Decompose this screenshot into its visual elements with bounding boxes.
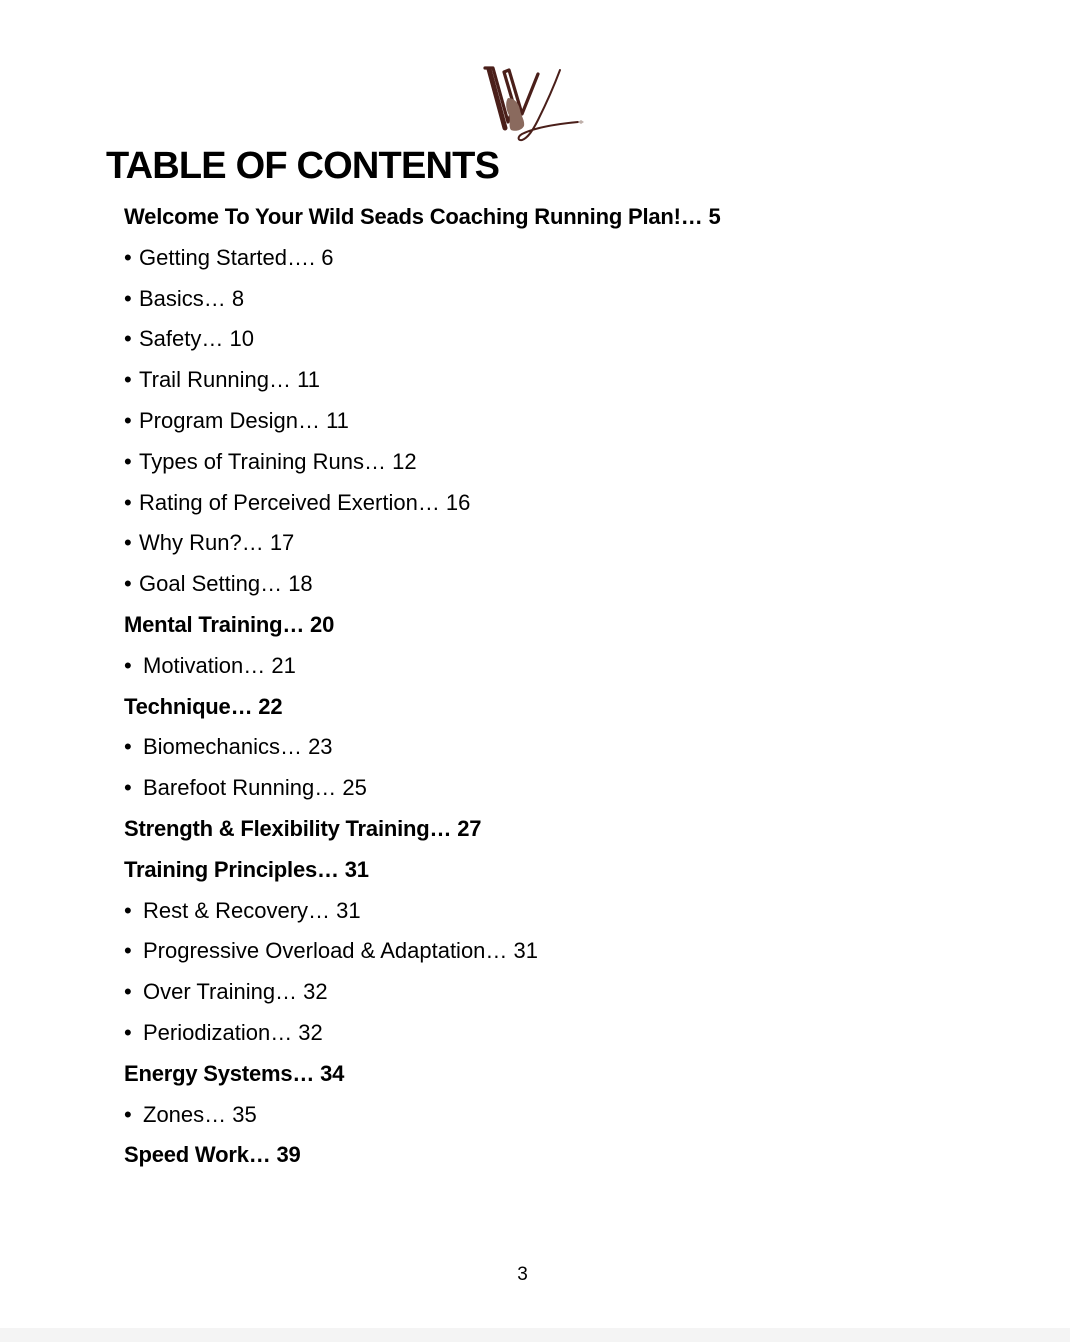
bullet-icon: • bbox=[124, 1101, 132, 1127]
toc-entry-label: Safety… 10 bbox=[139, 326, 254, 352]
toc-subsection-entry bbox=[124, 360, 721, 401]
toc-list bbox=[124, 197, 721, 1176]
bullet-icon: • bbox=[124, 244, 132, 270]
bullet-icon: • bbox=[124, 571, 132, 597]
wild-seads-logo bbox=[478, 62, 590, 146]
toc-entry-label: Program Design… 11 bbox=[139, 407, 349, 433]
page-number: 3 bbox=[517, 1264, 528, 1285]
toc-entry-label: Barefoot Running… 25 bbox=[143, 775, 367, 801]
toc-subsection-entry bbox=[124, 972, 721, 1013]
toc-subsection-entry bbox=[124, 279, 721, 320]
toc-entry-label: Welcome To Your Wild Seads Coaching Running Plan!… 5 bbox=[124, 204, 721, 229]
toc-section-entry bbox=[124, 605, 721, 646]
toc-entry-label: Motivation… 21 bbox=[143, 652, 296, 678]
toc-subsection-entry bbox=[124, 238, 721, 279]
toc-entry-label: Goal Setting… 18 bbox=[139, 571, 313, 597]
bullet-icon: • bbox=[124, 489, 132, 515]
toc-entry-label: Rest & Recovery… 31 bbox=[143, 897, 361, 923]
bullet-icon: • bbox=[124, 367, 132, 393]
toc-entry-label: Basics… 8 bbox=[139, 285, 245, 311]
toc-entry-label: Rating of Perceived Exertion… 16 bbox=[139, 489, 471, 515]
bullet-icon: • bbox=[124, 938, 132, 964]
toc-subsection-entry bbox=[124, 931, 721, 972]
toc-entry-label: Periodization… 32 bbox=[143, 1019, 323, 1045]
toc-subsection-entry bbox=[124, 523, 721, 564]
toc-entry-label: Technique… 22 bbox=[124, 693, 283, 719]
toc-entry-label: Trail Running… 11 bbox=[139, 367, 320, 393]
bullet-icon: • bbox=[124, 897, 132, 923]
toc-subsection-entry bbox=[124, 1095, 721, 1136]
bullet-icon: • bbox=[124, 407, 132, 433]
toc-entry-label: Strength & Flexibility Training… 27 bbox=[124, 815, 482, 841]
toc-subsection-entry bbox=[124, 727, 721, 768]
bullet-icon: • bbox=[124, 448, 132, 474]
toc-entry-label: Getting Started…. 6 bbox=[139, 244, 334, 270]
bullet-icon: • bbox=[124, 326, 132, 352]
toc-entry-label: Types of Training Runs… 12 bbox=[139, 448, 417, 474]
bullet-icon: • bbox=[124, 979, 132, 1005]
toc-entry-label: Biomechanics… 23 bbox=[143, 734, 333, 760]
toc-entry-label: Zones… 35 bbox=[143, 1101, 257, 1127]
toc-entry-label: Over Training… 32 bbox=[143, 979, 328, 1005]
page-title: TABLE OF CONTENTS bbox=[106, 145, 500, 187]
bullet-icon: • bbox=[124, 775, 132, 801]
bullet-icon: • bbox=[124, 285, 132, 311]
toc-entry-label: Why Run?… 17 bbox=[139, 530, 295, 556]
toc-section-entry bbox=[124, 197, 721, 238]
toc-subsection-entry bbox=[124, 1013, 721, 1054]
toc-entry-label: Training Principles… 31 bbox=[124, 856, 369, 882]
toc-entry-label: Mental Training… 20 bbox=[124, 611, 335, 637]
toc-entry-label: Progressive Overload & Adaptation… 31 bbox=[143, 938, 539, 964]
toc-section-entry bbox=[124, 687, 721, 728]
toc-subsection-entry bbox=[124, 768, 721, 809]
bullet-icon: • bbox=[124, 734, 132, 760]
toc-subsection-entry bbox=[124, 401, 721, 442]
toc-section-entry bbox=[124, 1135, 721, 1176]
toc-section-entry bbox=[124, 850, 721, 891]
toc-subsection-entry bbox=[124, 319, 721, 360]
toc-subsection-entry bbox=[124, 442, 721, 483]
toc-subsection-entry bbox=[124, 891, 721, 932]
toc-subsection-entry bbox=[124, 646, 721, 687]
toc-section-entry bbox=[124, 1054, 721, 1095]
toc-entry-label: Speed Work… 39 bbox=[124, 1142, 301, 1168]
toc-section-entry bbox=[124, 809, 721, 850]
bullet-icon: • bbox=[124, 1019, 132, 1045]
bullet-icon: • bbox=[124, 530, 132, 556]
bullet-icon: • bbox=[124, 652, 132, 678]
toc-subsection-entry bbox=[124, 483, 721, 524]
toc-subsection-entry bbox=[124, 564, 721, 605]
toc-entry-label: Energy Systems… 34 bbox=[124, 1060, 345, 1086]
